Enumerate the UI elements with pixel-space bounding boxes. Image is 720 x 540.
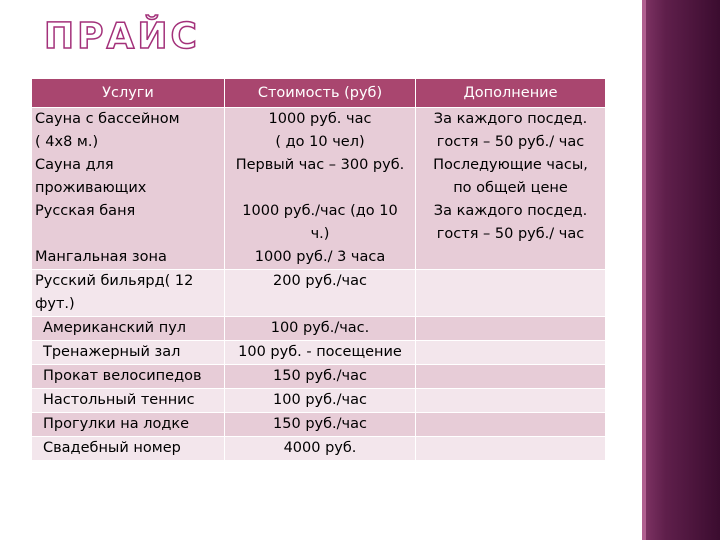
header-notes: Дополнение xyxy=(416,79,606,108)
cell-service: Прогулки на лодке xyxy=(32,413,225,437)
cell-note xyxy=(416,389,606,413)
cell-price: 100 руб. - посещение xyxy=(225,341,416,365)
page-title: ПРАЙС xyxy=(44,15,200,57)
table-row xyxy=(32,365,606,389)
cell-price: 4000 руб. xyxy=(225,437,416,461)
cell-service: Прокат велосипедов xyxy=(32,365,225,389)
cell-service: Американский пул xyxy=(32,317,225,341)
table-row xyxy=(32,317,606,341)
cell-price: 200 руб./час xyxy=(225,270,416,317)
cell-note xyxy=(416,270,606,317)
cell-note xyxy=(416,413,606,437)
table-row xyxy=(32,437,606,461)
cell-note xyxy=(416,341,606,365)
table-row xyxy=(32,270,606,317)
cell-price: 150 руб./час xyxy=(225,365,416,389)
cell-note xyxy=(416,365,606,389)
cell-note xyxy=(416,317,606,341)
header-price: Стоимость (руб) xyxy=(225,79,416,108)
cell-service: Тренажерный зал xyxy=(32,341,225,365)
cell-note: За каждого посдед. гостя – 50 руб./ час Последующие часы, по общей цене За каждого посдед. гостя – 50 руб./ час xyxy=(416,108,606,270)
table-row xyxy=(32,108,606,270)
cell-price: 1000 руб. час ( до 10 чел) Первый час – 300 руб. 1000 руб./час (до 10 ч.) 1000 руб./ 3 часа xyxy=(225,108,416,270)
cell-service: Русский бильярд( 12 фут.) xyxy=(32,270,225,317)
cell-price: 100 руб./час xyxy=(225,389,416,413)
cell-price: 150 руб./час xyxy=(225,413,416,437)
table-row xyxy=(32,341,606,365)
sidebar-shade xyxy=(642,0,646,540)
cell-note xyxy=(416,437,606,461)
cell-service: Свадебный номер xyxy=(32,437,225,461)
cell-service: Сауна с бассейном ( 4х8 м.) Сауна для проживающих Русская баня Мангальная зона xyxy=(32,108,225,270)
decorative-sidebar xyxy=(636,0,720,540)
table-row xyxy=(32,413,606,437)
table-header-row xyxy=(32,79,606,108)
cell-price: 100 руб./час. xyxy=(225,317,416,341)
cell-service: Настольный теннис xyxy=(32,389,225,413)
table-row xyxy=(32,389,606,413)
price-table xyxy=(31,78,606,461)
header-services: Услуги xyxy=(32,79,225,108)
